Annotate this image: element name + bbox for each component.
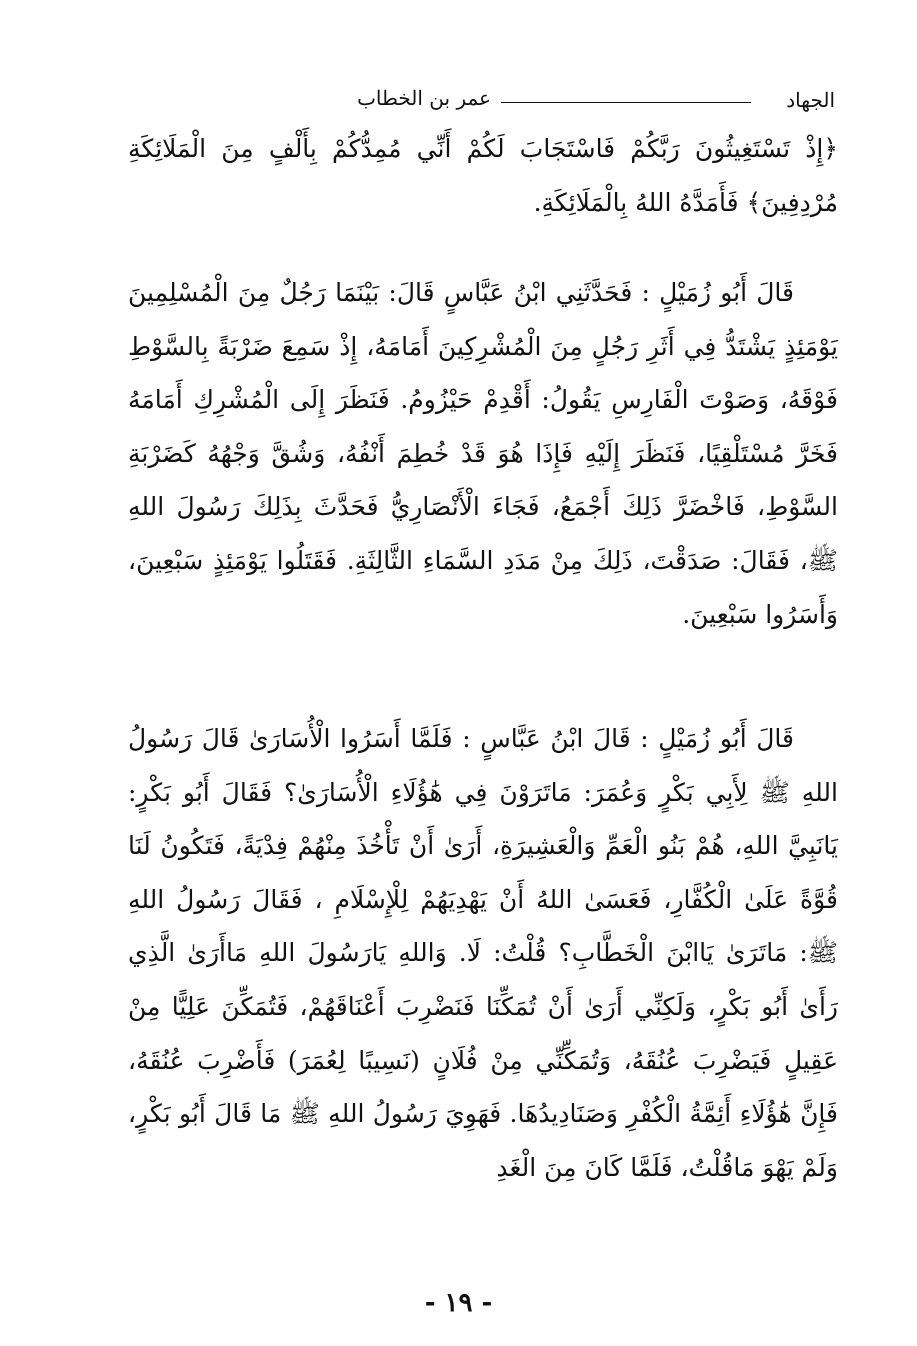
paragraph-text: ﴿إِذْ تَسْتَغِيثُونَ رَبَّكُمْ فَاسْتَجَابَ لَكُمْ أَنِّي مُمِدُّكُمْ بِأَلْفٍ مِنَ الْمَلَائِكَةِ مُرْدِفِينَ﴾ فَأَمَدَّهُ اللهُ بِالْمَلَائِكَةِ.: [128, 134, 838, 217]
running-header: [110, 86, 835, 116]
paragraph-abu-zumail-2: [128, 712, 838, 1194]
page-number: - ١٩ -: [424, 1288, 493, 1318]
paragraph-continuation: [128, 122, 838, 229]
header-section-title: الجهاد: [786, 88, 835, 112]
header-rule: [501, 102, 751, 103]
header-subject: عمر بن الخطاب: [357, 86, 491, 110]
paragraph-abu-zumail-1: [128, 266, 838, 641]
paragraph-text: قَالَ أَبُو زُمَيْلٍ : فَحَدَّثَنِي ابْنُ عَبَّاسٍ قَالَ: بَيْنَمَا رَجُلٌ مِنَ الْمُسْلِمِينَ يَوْمَئِذٍ يَشْتَدُّ فِي أَثَرِ رَجُلٍ مِنَ الْمُشْرِكِينَ أَمَامَهُ، إِذْ سَمِعَ ضَرْبَةً بِالسَّوْطِ فَوْقَهُ، وَصَوْتَ الْفَارِسِ يَقُولُ: أَقْدِمْ حَيْزُومُ. فَنَظَرَ إِلَى الْمُشْرِكِ أَمَامَهُ فَخَرَّ مُسْتَلْقِيًا، فَنَظَرَ إِلَيْهِ فَإِذَا هُوَ قَدْ خُطِمَ أَنْفُهُ، وَشُقَّ وَجْهُهُ كَضَرْبَةِ السَّوْطِ، فَاخْضَرَّ ذَلِكَ أَجْمَعُ، فَجَاءَ الْأَنْصَارِيُّ فَحَدَّثَ بِذَلِكَ رَسُولَ اللهِ ﷺ، فَقَالَ: صَدَقْتَ، ذَلِكَ مِنْ مَدَدِ السَّمَاءِ الثَّالِثَةِ. فَقَتَلُوا يَوْمَئِذٍ سَبْعِينَ، وَأَسَرُوا سَبْعِينَ.: [128, 278, 838, 629]
paragraph-text: قَالَ أَبُو زُمَيْلٍ : قَالَ ابْنُ عَبَّاسٍ : فَلَمَّا أَسَرُوا الْأُسَارَىٰ قَالَ رَسُولُ اللهِ ﷺ لِأَبِي بَكْرٍ وَعُمَرَ: مَاتَرَوْنَ فِي هَٰؤُلَاءِ الْأُسَارَىٰ؟ فَقَالَ أَبُو بَكْرٍ: يَانَبِيَّ اللهِ، هُمْ بَنُو الْعَمِّ وَالْعَشِيرَةِ، أَرَىٰ أَنْ تَأْخُذَ مِنْهُمْ فِدْيَةً، فَتَكُونُ لَنَا قُوَّةً عَلَىٰ الْكُفَّارِ، فَعَسَىٰ اللهُ أَنْ يَهْدِيَهُمْ لِلْإِسْلَامِ ، فَقَالَ رَسُولُ اللهِ ﷺ: مَاتَرَىٰ يَاابْنَ الْخَطَّابِ؟ قُلْتُ: لَا. وَاللهِ يَارَسُولَ اللهِ مَاأَرَىٰ الَّذِي رَأَىٰ أَبُو بَكْرٍ، وَلَكِنِّي أَرَىٰ أَنْ تُمَكِّنَا فَنَضْرِبَ أَعْنَاقَهُمْ، فَتُمَكِّنَ عَلِيًّا مِنْ عَقِيلٍ فَيَضْرِبَ عُنُقَهُ، وَتُمَكِّنِّي مِنْ فُلَانٍ (نَسِيبًا لِعُمَرَ) فَأَضْرِبَ عُنُقَهُ، فَإِنَّ هَٰؤُلَاءِ أَئِمَّةُ الْكُفْرِ وَصَنَادِيدُهَا. فَهَوِيَ رَسُولُ اللهِ ﷺ مَا قَالَ أَبُو بَكْرٍ، وَلَمْ يَهْوَ مَاقُلْتُ، فَلَمَّا كَانَ مِنَ الْغَدِ: [128, 724, 838, 1182]
